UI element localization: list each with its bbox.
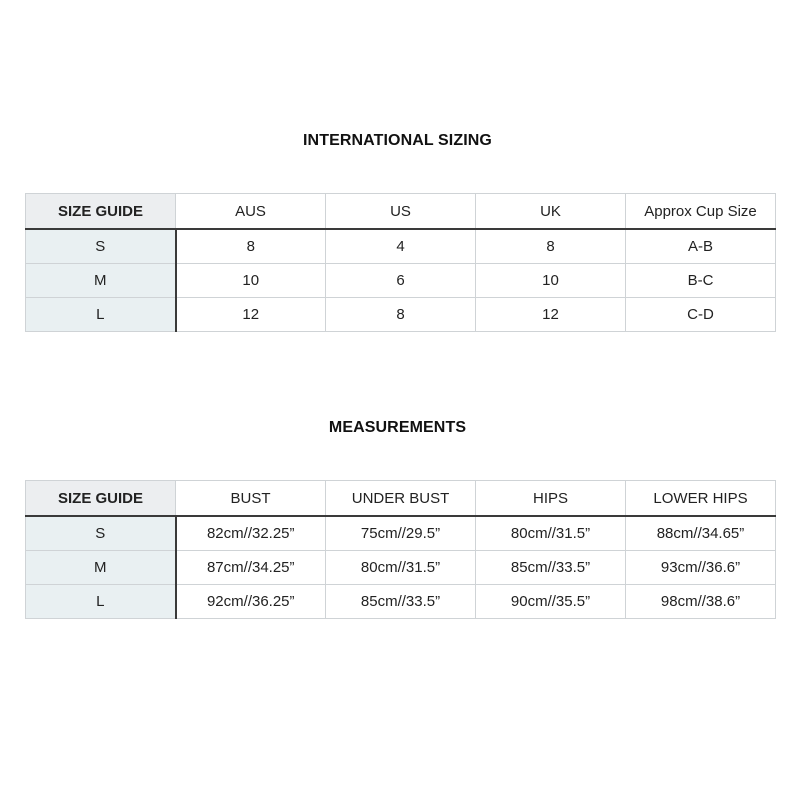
table-row <box>26 229 776 264</box>
table-cell: 12 <box>476 298 626 332</box>
table-row <box>26 264 776 298</box>
table-cell: 88cm//34.65” <box>626 516 776 551</box>
table-cell: 8 <box>326 298 476 332</box>
measurements-title: MEASUREMENTS <box>328 419 467 436</box>
header-us: US <box>326 194 476 230</box>
table-row <box>26 298 776 332</box>
row-size-label: L <box>26 585 176 619</box>
table-cell: 4 <box>326 229 476 264</box>
header-size-guide: SIZE GUIDE <box>26 194 176 230</box>
table-cell: 98cm//38.6” <box>626 585 776 619</box>
table-cell: 6 <box>326 264 476 298</box>
table-cell: 93cm//36.6” <box>626 551 776 585</box>
table-cell: 10 <box>176 264 326 298</box>
table-cell: 85cm//33.5” <box>476 551 626 585</box>
table-cell: 75cm//29.5” <box>326 516 476 551</box>
table-cell: 92cm//36.25” <box>176 585 326 619</box>
international-sizing-table <box>25 193 776 332</box>
table-cell: 87cm//34.25” <box>176 551 326 585</box>
table-row <box>26 551 776 585</box>
row-size-label: L <box>26 298 176 332</box>
header-bust: BUST <box>176 481 326 517</box>
table-cell: 85cm//33.5” <box>326 585 476 619</box>
table-row <box>26 516 776 551</box>
table-cell: B-C <box>626 264 776 298</box>
header-lower-hips: LOWER HIPS <box>626 481 776 517</box>
row-size-label: S <box>26 516 176 551</box>
header-size-guide: SIZE GUIDE <box>26 481 176 517</box>
table-header-row <box>26 481 776 517</box>
measurements-table <box>25 480 776 619</box>
table-cell: C-D <box>626 298 776 332</box>
table-cell: 82cm//32.25” <box>176 516 326 551</box>
table-header-row <box>26 194 776 230</box>
table-cell: 8 <box>176 229 326 264</box>
table-cell: 10 <box>476 264 626 298</box>
table-cell: 12 <box>176 298 326 332</box>
header-uk: UK <box>476 194 626 230</box>
table-cell: 8 <box>476 229 626 264</box>
header-hips: HIPS <box>476 481 626 517</box>
row-size-label: S <box>26 229 176 264</box>
row-size-label: M <box>26 551 176 585</box>
table-cell: 80cm//31.5” <box>326 551 476 585</box>
row-size-label: M <box>26 264 176 298</box>
table-cell: 80cm//31.5” <box>476 516 626 551</box>
table-cell: A-B <box>626 229 776 264</box>
header-approx-cup-size: Approx Cup Size <box>626 194 776 230</box>
header-under-bust: UNDER BUST <box>326 481 476 517</box>
table-cell: 90cm//35.5” <box>476 585 626 619</box>
table-row <box>26 585 776 619</box>
international-sizing-title: INTERNATIONAL SIZING <box>303 132 492 149</box>
header-aus: AUS <box>176 194 326 230</box>
